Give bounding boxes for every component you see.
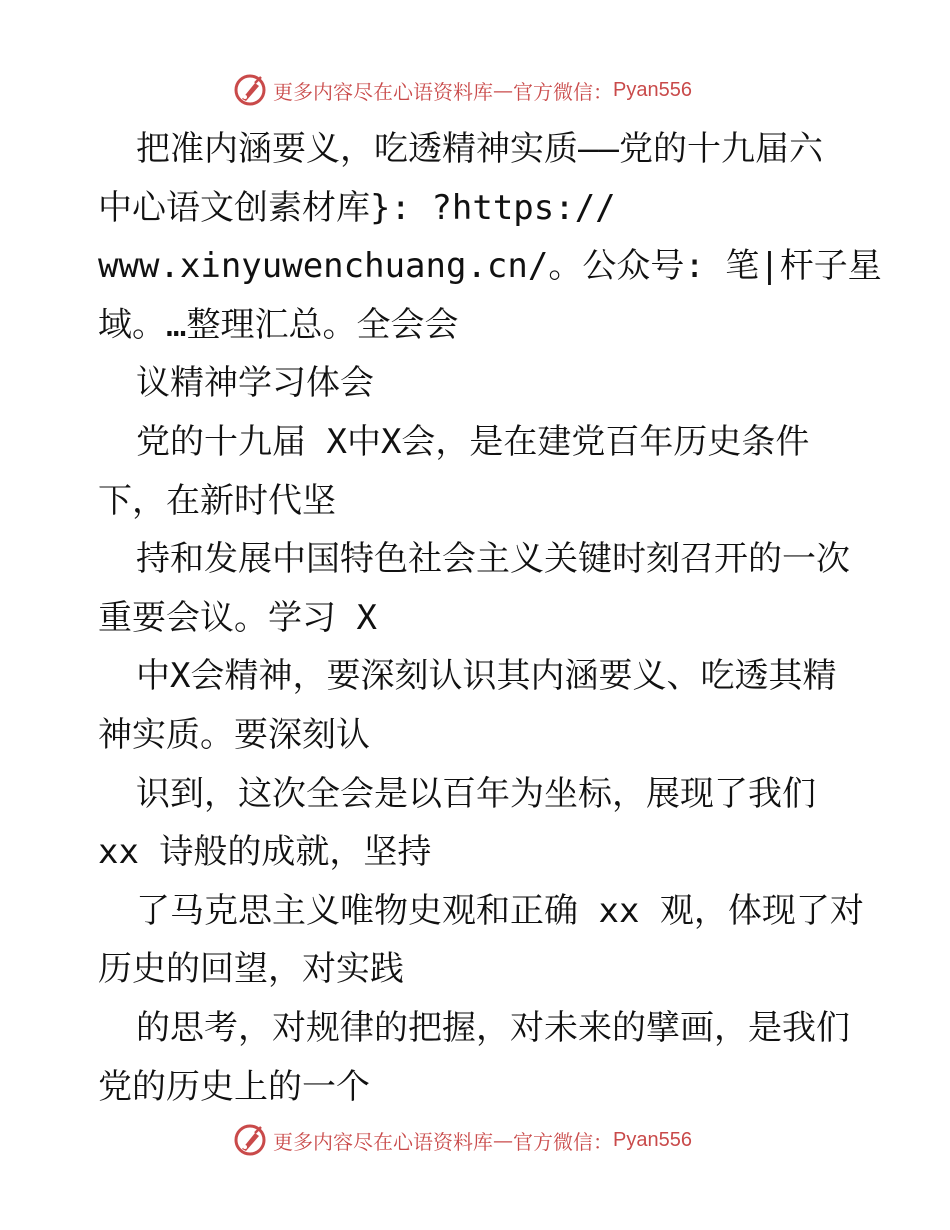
body-line: 历史的回望，对实践 bbox=[98, 949, 404, 990]
body-line: 下，在新时代坚 bbox=[98, 480, 336, 521]
body-line: www.xinyuwenchuang.cn/。公众号: 笔|杆子星 bbox=[98, 246, 882, 287]
body-line: 党的历史上的一个 bbox=[98, 1066, 370, 1107]
quill-logo-icon bbox=[233, 73, 267, 107]
body-line: 域。…整理汇总。全会会 bbox=[98, 304, 459, 345]
banner-wechat-id: Pyan556 bbox=[613, 78, 692, 101]
body-line: 党的十九届 X中X会，是在建党百年历史条件 bbox=[136, 421, 810, 462]
banner-separator: — bbox=[493, 78, 513, 102]
body-line: 识到，这次全会是以百年为坐标，展现了我们 bbox=[136, 773, 816, 814]
body-line: 的思考，对规律的把握，对未来的擘画，是我们 bbox=[136, 1007, 850, 1048]
banner-title: 更多内容尽在心语资料库 bbox=[273, 79, 493, 104]
banner-separator: — bbox=[493, 1128, 513, 1152]
banner-title: 更多内容尽在心语资料库 bbox=[273, 1129, 493, 1154]
footer-banner bbox=[233, 1120, 753, 1160]
body-line: 了马克思主义唯物史观和正确 xx 观，体现了对 bbox=[136, 890, 864, 931]
body-line: xx 诗般的成就，坚持 bbox=[98, 832, 432, 873]
body-line: 重要会议。学习 X bbox=[98, 597, 377, 638]
body-line: 议精神学习体会 bbox=[136, 363, 374, 404]
body-line: 中X会精神，要深刻认识其内涵要义、吃透其精 bbox=[136, 656, 837, 697]
header-banner bbox=[233, 70, 753, 110]
body-line: 神实质。要深刻认 bbox=[98, 714, 370, 755]
banner-wechat-id: Pyan556 bbox=[613, 1128, 692, 1151]
quill-logo-icon bbox=[233, 1123, 267, 1157]
body-line: 中心语文创素材库}: ?https:// bbox=[98, 187, 616, 228]
body-line: 持和发展中国特色社会主义关键时刻召开的一次 bbox=[136, 539, 850, 580]
banner-wechat-label: 官方微信： bbox=[513, 1129, 613, 1154]
document-body bbox=[98, 120, 888, 1116]
body-line: 把准内涵要义，吃透精神实质——党的十九届六 bbox=[136, 129, 823, 169]
banner-wechat-label: 官方微信： bbox=[513, 79, 613, 104]
